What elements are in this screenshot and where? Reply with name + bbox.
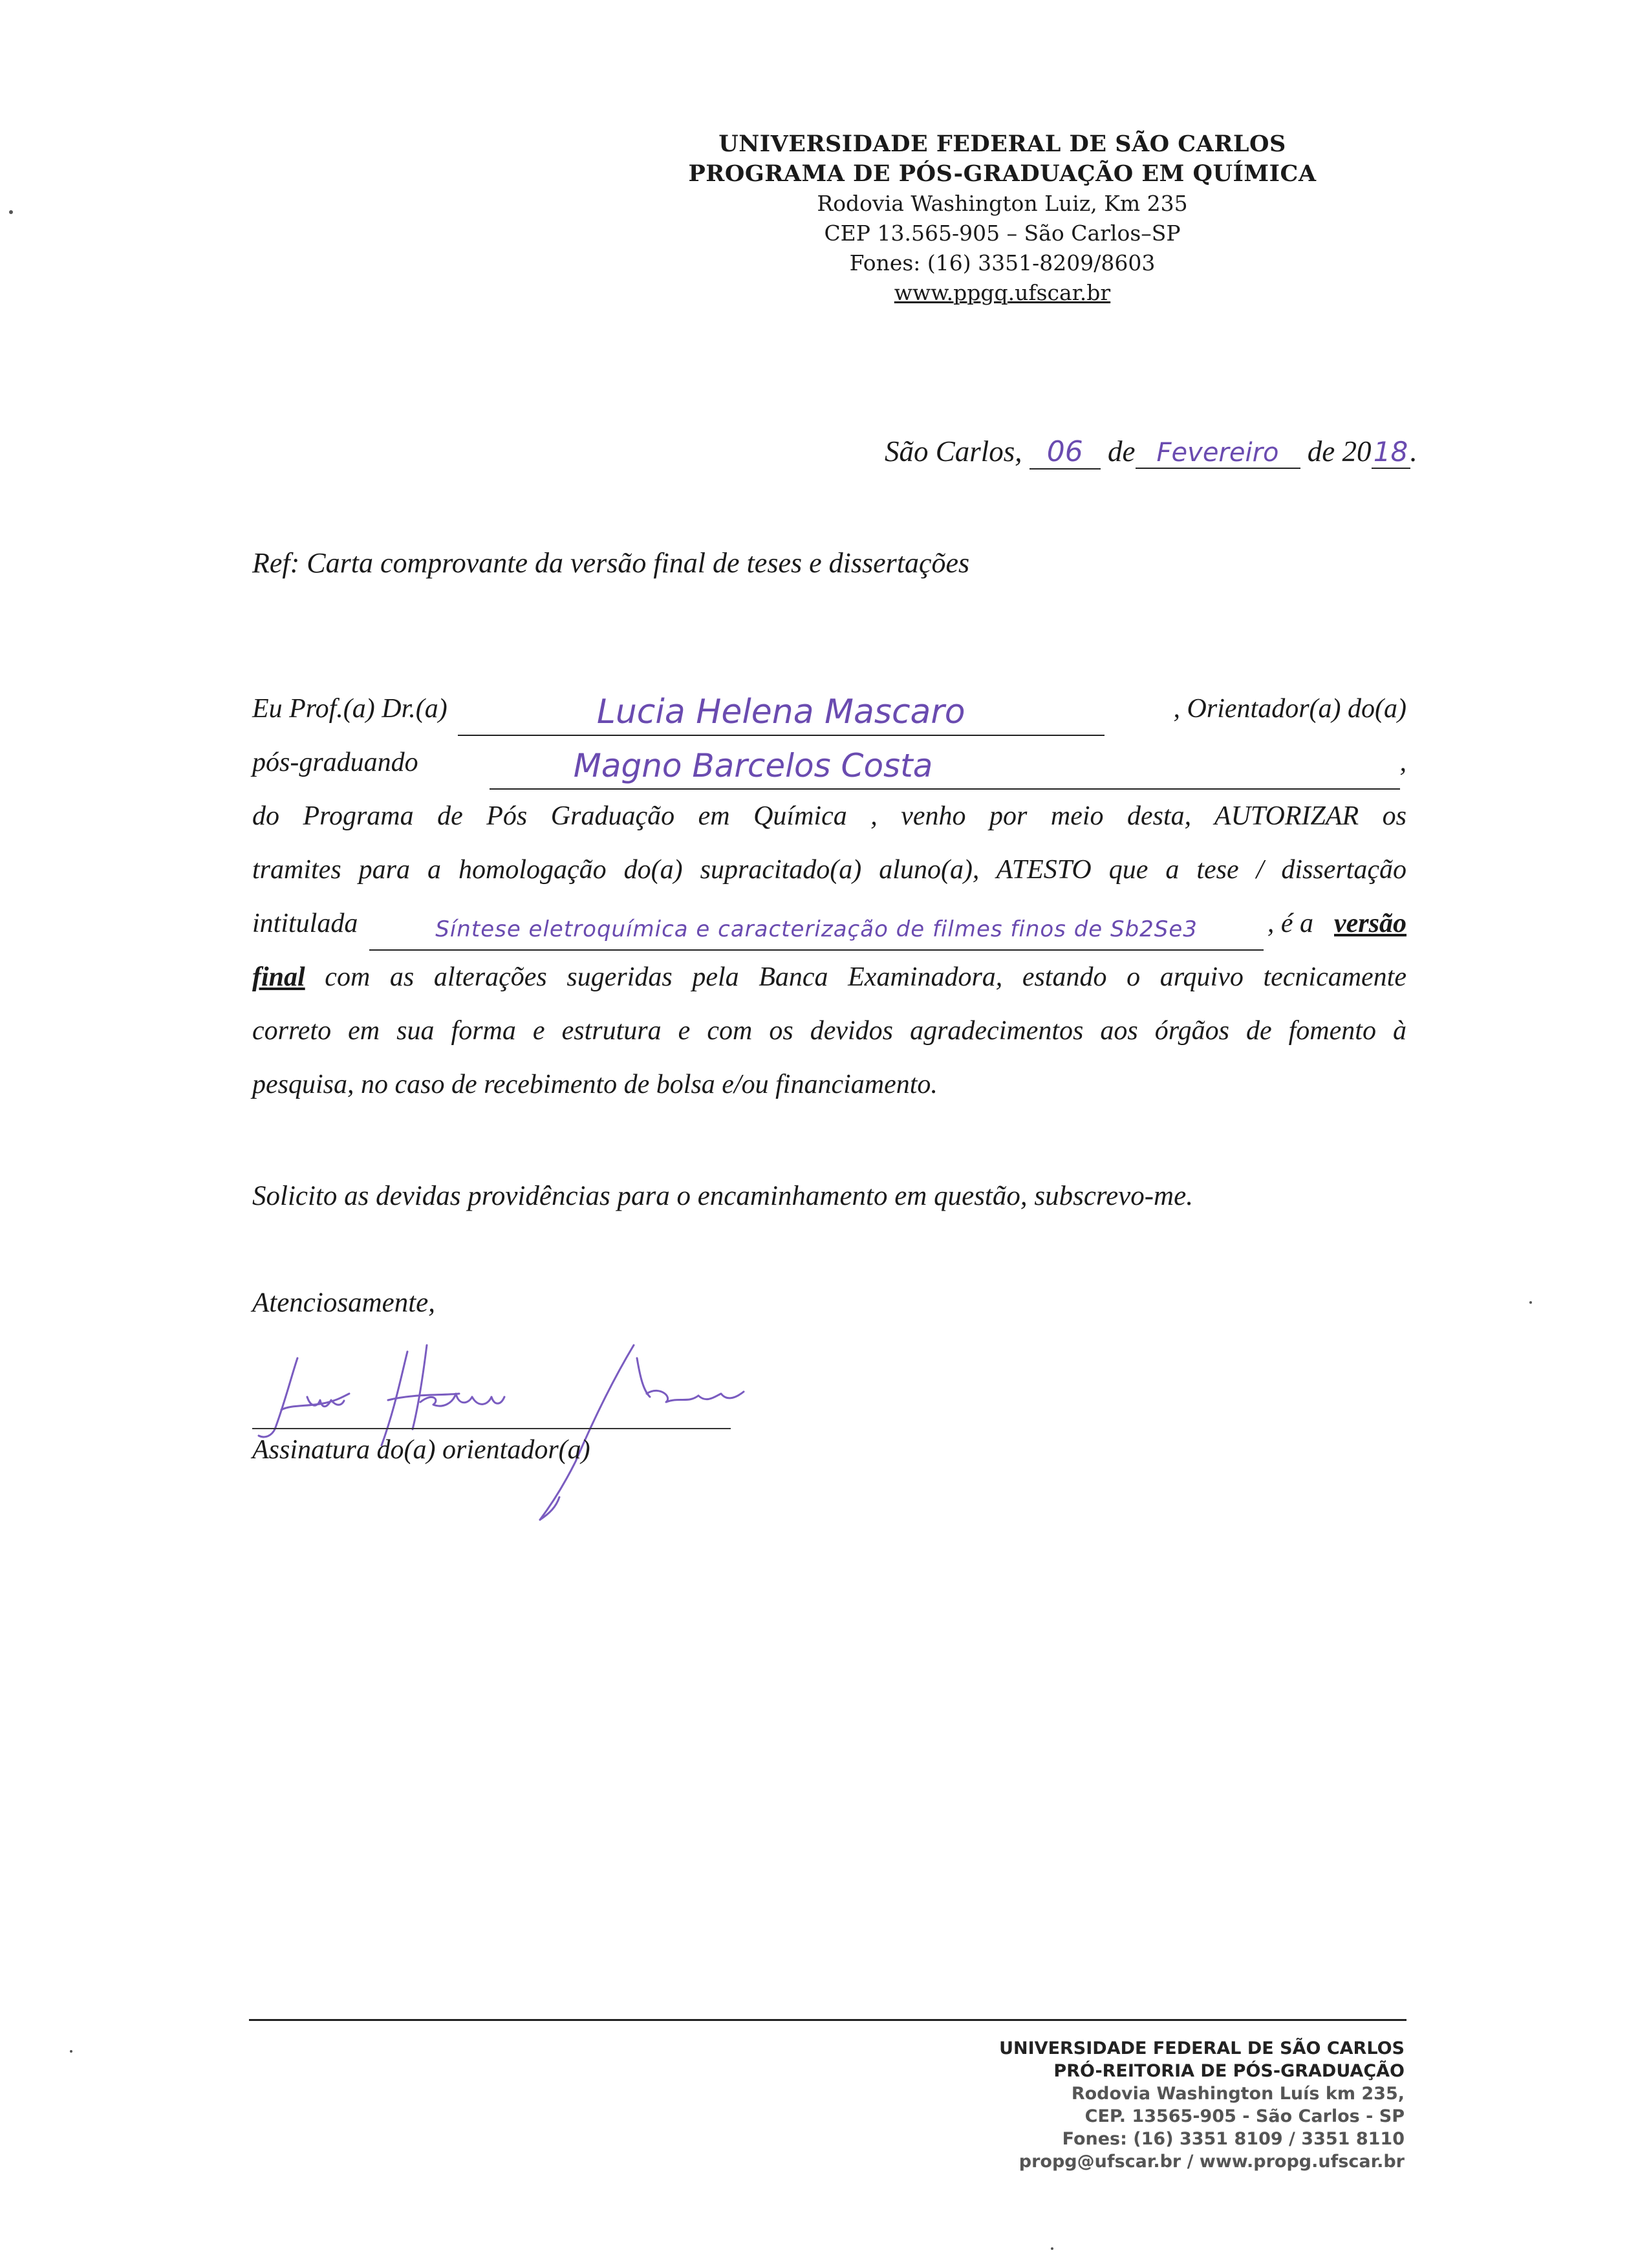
line1-prefix: Eu Prof.(a) Dr.(a)	[252, 694, 447, 724]
date-month: Fevereiro	[1136, 438, 1300, 469]
letterhead	[582, 129, 1423, 308]
university-name: UNIVERSIDADE FEDERAL DE SÃO CARLOS	[718, 131, 1286, 157]
line2-suffix: ,	[1399, 748, 1406, 777]
website-link[interactable]: www.ppgq.ufscar.br	[894, 280, 1111, 305]
line6-rest: com as alterações sugeridas pela Banca Examinadora, estando o arquivo tecnicamente	[325, 962, 1406, 992]
scan-speck	[70, 2050, 72, 2053]
footer-office: PRÓ-REITORIA DE PÓS-GRADUAÇÃO	[1053, 2061, 1405, 2081]
closing: Atenciosamente,	[252, 1288, 435, 1318]
scan-speck	[9, 210, 13, 214]
signature-line	[252, 1428, 731, 1429]
scan-speck	[1051, 2247, 1053, 2250]
footer-university: UNIVERSIDADE FEDERAL DE SÃO CARLOS	[999, 2038, 1405, 2058]
signature-label: Assinatura do(a) orientador(a)	[252, 1435, 590, 1465]
phones: Fones: (16) 3351-8209/8603	[849, 250, 1156, 275]
line1-suffix: , Orientador(a) do(a)	[1173, 694, 1406, 724]
date-prefix: São Carlos,	[885, 435, 1022, 468]
footer-divider	[249, 2019, 1406, 2021]
cep: CEP 13.565-905 – São Carlos–SP	[824, 221, 1181, 246]
student-name: Magno Barcelos Costa	[490, 743, 1400, 790]
date-year: 18	[1372, 436, 1410, 469]
date-end: .	[1410, 435, 1417, 468]
line-final	[252, 951, 1406, 1004]
line-structure: correto em sua forma e estrutura e com os devidos agradecimentos aos órgãos de fomento à	[252, 1016, 1406, 1046]
line-advisor	[252, 682, 1406, 736]
date-de-2: de 20	[1307, 435, 1372, 468]
line-funding: pesquisa, no caso de recebimento de bolsa e/ou financiamento.	[252, 1070, 938, 1099]
line5-suffix: , é a	[1267, 909, 1314, 938]
footer-address: Rodovia Washington Luís km 235,	[1071, 2084, 1405, 2104]
footer	[823, 2037, 1405, 2173]
thesis-title: Síntese eletroquímica e caracterização de filmes finos de Sb2Se3	[369, 909, 1264, 951]
advisor-name: Lucia Helena Mascaro	[458, 689, 1105, 736]
date-line	[885, 435, 1417, 470]
footer-cep: CEP. 13565-905 - São Carlos - SP	[1084, 2106, 1405, 2126]
line-student	[252, 736, 1406, 790]
request-line: Solicito as devidas providências para o encaminhamento em questão, subscrevo-me.	[252, 1181, 1193, 1211]
versao-word: versão	[1334, 909, 1406, 938]
program-name: PROGRAMA DE PÓS-GRADUAÇÃO EM QUÍMICA	[688, 160, 1317, 187]
scan-speck	[1529, 1301, 1532, 1304]
footer-phones: Fones: (16) 3351 8109 / 3351 8110	[1062, 2129, 1405, 2149]
line-homologation: tramites para a homologação do(a) supracitado(a) aluno(a), ATESTO que a tese / dissertação	[252, 855, 1406, 885]
final-word: final	[252, 962, 305, 992]
footer-contact[interactable]: propg@ufscar.br / www.propg.ufscar.br	[1018, 2152, 1405, 2172]
reference-line: Ref: Carta comprovante da versão final de teses e dissertações	[252, 547, 970, 579]
line-program: do Programa de Pós Graduação em Química , venho por meio desta, AUTORIZAR os	[252, 801, 1406, 831]
line5-prefix: intitulada	[252, 909, 358, 938]
date-de-1: de	[1108, 435, 1136, 468]
letter-body	[252, 682, 1406, 1112]
line2-prefix: pós-graduando	[252, 748, 418, 777]
date-day: 06	[1029, 435, 1101, 470]
line-thesis	[252, 897, 1406, 951]
address: Rodovia Washington Luiz, Km 235	[817, 191, 1188, 216]
